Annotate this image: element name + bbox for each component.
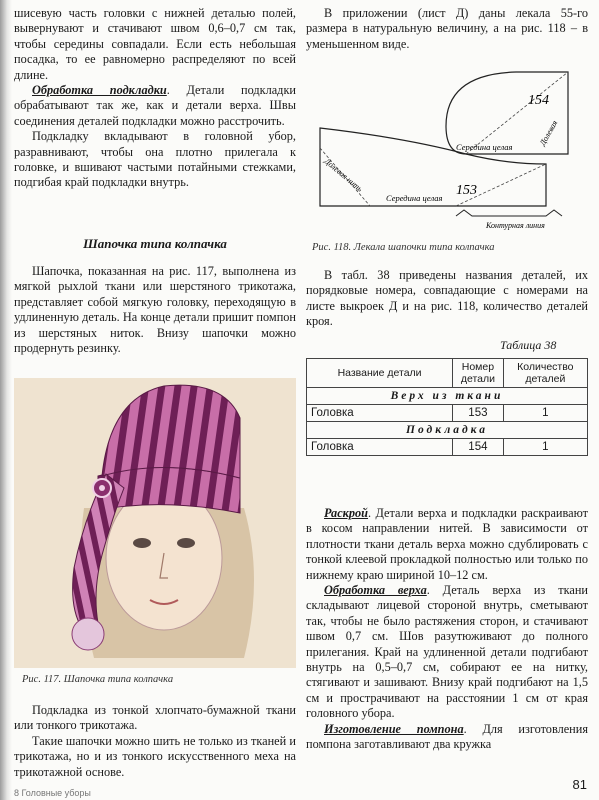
contour-line	[456, 210, 562, 216]
table-section: Подкладка	[307, 422, 588, 439]
table-section-row	[307, 422, 588, 439]
figure-118-caption: Рис. 118. Лекала шапочки типа колпачка	[312, 242, 495, 253]
page-number: 81	[572, 777, 587, 792]
right-paragraph-1: В приложении (лист Д) даны лекала 55-го размера в натуральную величину, а на рис. 118 – в уменьшенном виде.	[306, 6, 588, 51]
right-paragraph-4-text: . Деталь верха из ткани складывают лицевой стороной внутрь, сметывают так, чтобы не было растяжения сторон, и стачивают швом 0,7 см. Шов разутюживают до полного прилегания. Край на удлиненной детали подгибают внутрь на 0,5–0,7 см, собирают ее на нитку, стягивают и зашивают. Внизу край подгибают на 1,5 см и прострачивают на расстоянии 1 см от края головного убора.	[306, 583, 588, 721]
left-paragraph-2	[14, 83, 296, 129]
heading-pompon: Изготовление помпона	[324, 721, 464, 736]
right-paragraph-4	[306, 583, 588, 722]
left-paragraph-6: Такие шапочки можно шить не только из тканей и трикотажа, но и из тонкого искусственного меха на трикотажной основе.	[14, 733, 296, 779]
table-section: Верх из ткани	[307, 388, 588, 405]
right-paragraph-3-text: . Детали верха и подкладки раскраивают в косом направлении нитей. В зависимости от плотности ткани деталь верха можно сдублировать с тонкой клеевой прокладкой полностью или только по нижнему краю шириной 10–12 см.	[306, 506, 588, 582]
left-paragraph-5: Подкладка из тонкой хлопчато-бумажной ткани или тонкого трикотажа.	[14, 703, 296, 733]
table-row	[307, 439, 588, 456]
left-paragraph-2-text: . Детали подкладки обрабатывают так же, как и детали верха. Швы соединения деталей подкладки можно расстрочить.	[14, 83, 296, 128]
left-paragraph-1: шиcевую часть головки с нижней деталью полей, вывернувают и стачивают швом 0,6–0,7 см так, чтобы середины совпадали. Если есть небольшая посадка, то ее равномерно распределяют по всей длине.	[14, 6, 296, 82]
table-cell: 1	[503, 439, 587, 456]
heading-raskroy: Раскрой	[324, 506, 369, 520]
left-paragraph-4: Шапочка, показанная на рис. 117, выполнена из мягкой рыхлой ткани или шерстяного трикотажа, представляет собой мягкую головку, переходящую в удлиненную деталь. На конце детали пришит помпон из шерстяных ниток. Внизу шапочки можно продернуть резинку.	[14, 264, 296, 356]
left-eye	[133, 538, 151, 548]
table-38	[306, 358, 588, 456]
right-paragraph-2: В табл. 38 приведены названия деталей, их порядковые номера, совпадающие с номерами на листе выкроек Д и на рис. 118, количество деталей кроя.	[306, 268, 588, 329]
heading-podkladka: Обработка подкладки	[32, 83, 167, 98]
footer-section-name: 8 Головные уборы	[14, 788, 91, 798]
right-paragraph-5-text: . Для изготовления помпона заготавливают два кружка	[306, 721, 589, 752]
table-header: Номер детали	[453, 359, 504, 388]
label-154: 154	[528, 93, 549, 108]
right-column	[306, 6, 588, 52]
text-kontur: Контурная линия	[486, 221, 545, 230]
figure-117-caption: Рис. 117. Шапочка типа колпачка	[22, 674, 174, 685]
page-gutter-shadow	[0, 0, 12, 800]
table-cell: 153	[453, 405, 504, 422]
left-paragraph-3: Подкладку вкладывают в головной убор, разравнивают, чтобы она плотно прилегала к головке, и вшивают частыми потайными стежками, подгибая край подкладки внутрь.	[14, 129, 296, 190]
section-heading: Шапочка типа колпачка	[83, 236, 227, 251]
text-dolevaya-top: Долевая	[537, 118, 560, 147]
table-header: Название детали	[307, 359, 453, 388]
figure-118-pattern	[306, 66, 588, 236]
table-cell: 1	[503, 405, 587, 422]
table-cell: 154	[453, 439, 504, 456]
left-column	[14, 6, 296, 191]
table-section-row	[307, 388, 588, 405]
table-cell: Головка	[307, 405, 453, 422]
right-column-lower	[306, 506, 588, 753]
right-paragraph-5	[306, 722, 588, 753]
table-row	[307, 405, 588, 422]
heading-obrabotka-verha: Обработка верха	[324, 583, 427, 598]
table-cell: Головка	[307, 439, 453, 456]
label-153: 153	[456, 183, 477, 198]
table-title: Таблица 38	[500, 338, 557, 352]
text-seredina-top: Середина целая	[456, 142, 513, 152]
table-header-row	[307, 359, 588, 388]
text-dolevaya-nit: Долевая нить	[322, 156, 365, 194]
right-eye	[177, 538, 195, 548]
right-paragraph-3	[306, 506, 588, 583]
right-column-mid	[306, 268, 588, 330]
figure-117-illustration	[14, 378, 296, 668]
left-column-bottom	[14, 703, 296, 780]
text-seredina-bottom: Середина целая	[386, 193, 443, 203]
left-column-lower	[14, 264, 296, 356]
table-header: Количество деталей	[503, 359, 587, 388]
pompon	[72, 618, 104, 650]
